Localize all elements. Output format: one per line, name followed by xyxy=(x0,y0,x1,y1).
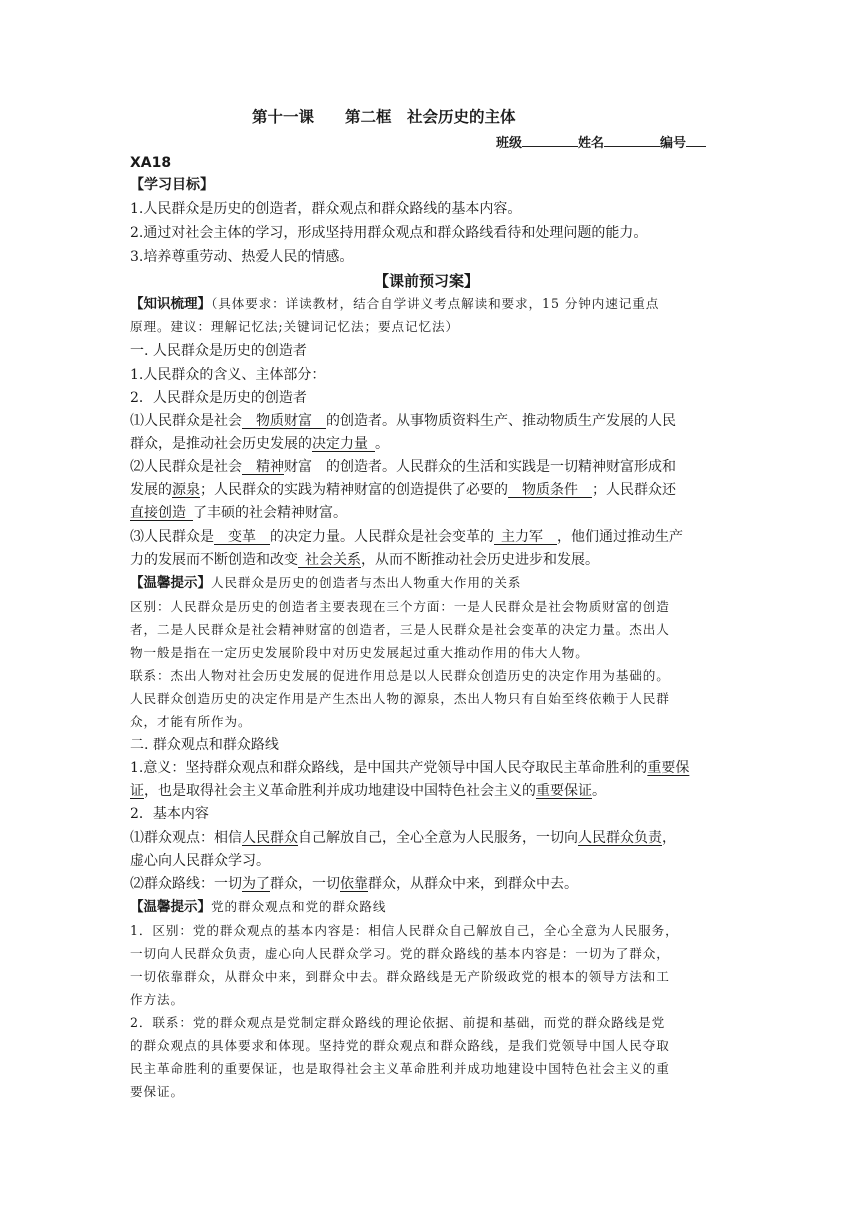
paragraph: ⑵群众路线：一切为了群众，一切依靠群众，从群众中来，到群众中去。 xyxy=(130,876,578,892)
paragraph: ⑶人民群众是 变革 的决定力量。人民群众是社会变革的 主力军 ，他们通过推动生产 xyxy=(130,529,683,545)
tip-text: 一切依靠群众，从群众中来，到群众中去。群众路线是无产阶级政党的根本的领导方法和工 xyxy=(130,969,670,984)
student-info-line xyxy=(496,132,706,155)
paragraph: ⑴群众观点：相信人民群众自己解放自己，全心全意为人民服务，一切向人民群众负责， xyxy=(130,830,676,846)
section-1-title: 一. 人民群众是历史的创造者 xyxy=(130,343,307,359)
paragraph: 虚心向人民群众学习。 xyxy=(130,853,270,869)
doc-code: XA18 xyxy=(130,155,172,171)
section-2-title: 二. 群众观点和群众路线 xyxy=(130,737,279,753)
paragraph: ⑴人民群众是社会 物质财富 的创造者。从事物质资料生产、推动物质生产发展的人民 xyxy=(130,413,676,429)
tip-text: 的群众观点的具体要求和体现。坚持党的群众观点和群众路线，是我们党领导中国人民夺取 xyxy=(130,1038,670,1053)
tip-title-line: 【温馨提示】人民群众是历史的创造者与杰出人物重大作用的关系 xyxy=(130,575,522,591)
filled-answer: 人民群众负责 xyxy=(578,830,662,846)
paragraph: 2．人民群众是历史的创造者 xyxy=(130,390,307,406)
knowledge-note-line: 【知识梳理】（具体要求：详读教材，结合自学讲义考点解读和要求，15 分钟内速记重点 xyxy=(130,296,660,312)
class-label: 班级 xyxy=(496,136,523,151)
filled-answer: 变革 xyxy=(228,529,256,545)
objective-item: 2.通过对社会主体的学习，形成坚持用群众观点和群众路线看待和处理问题的能力。 xyxy=(130,225,648,241)
paragraph: 力的发展而不断创造和改变 社会关系，从而不断推动社会历史进步和发展。 xyxy=(130,552,599,568)
filled-answer: 决定力量 xyxy=(312,436,368,452)
tip-text: 联系：杰出人物对社会历史发展的促进作用总是以人民群众创造历史的决定作用为基础的。 xyxy=(130,668,670,683)
tip-text: 区别：人民群众是历史的创造者主要表现在三个方面：一是人民群众是社会物质财富的创造 xyxy=(130,599,670,614)
filled-answer: 物质财富 xyxy=(256,413,312,429)
filled-answer: 源泉 xyxy=(172,482,200,498)
tip-text: 作方法。 xyxy=(130,992,184,1007)
tip-heading: 【温馨提示】 xyxy=(130,575,211,591)
tip-heading: 【温馨提示】 xyxy=(130,899,211,915)
tip-text: 民主革命胜利的重要保证，也是取得社会主义革命胜利并成功地建设中国特色社会主义的重 xyxy=(130,1061,670,1076)
paragraph: 发展的源泉；人民群众的实践为精神财富的创造提供了必要的 物质条件 ；人民群众还 xyxy=(130,482,676,498)
filled-answer: 依靠 xyxy=(340,876,368,892)
paragraph: 1.意义：坚持群众观点和群众路线，是中国共产党领导中国人民夺取民主革命胜利的重要保 xyxy=(130,760,690,776)
name-label: 姓名 xyxy=(578,136,605,151)
filled-answer: 直接创造 xyxy=(130,505,186,521)
filled-answer: 精神 xyxy=(256,459,284,475)
tip-text: 物一般是指在一定历史发展阶段中对历史发展起过重大推动作用的伟大人物。 xyxy=(130,645,589,660)
class-blank[interactable] xyxy=(522,132,578,147)
paragraph: 群众，是推动社会历史发展的决定力量 。 xyxy=(130,436,389,452)
number-label: 编号 xyxy=(660,136,687,151)
objectives-heading: 【学习目标】 xyxy=(130,177,214,193)
paragraph: ⑵人民群众是社会 精神财富 的创造者。人民群众的生活和实践是一切精神财富形成和 xyxy=(130,459,676,475)
filled-answer: 重要保证 xyxy=(536,783,592,799)
tip-text: 1．区别：党的群众观点的基本内容是：相信人民群众自己解放自己，全心全意为人民服务， xyxy=(130,923,679,938)
filled-answer: 主力军 xyxy=(501,529,543,545)
paragraph: 直接创造 了丰硕的社会精神财富。 xyxy=(130,505,347,521)
tip-text: 一切向人民群众负责，虚心向人民群众学习。党的群众路线的基本内容是：一切为了群众， xyxy=(130,946,670,961)
filled-answer: 重要保 xyxy=(647,760,690,776)
filled-answer: 人民群众 xyxy=(242,830,298,846)
tip-text: 要保证。 xyxy=(130,1084,184,1099)
preview-heading: 【课前预习案】 xyxy=(374,272,480,290)
filled-answer: 证 xyxy=(130,783,144,799)
paragraph: 1.人民群众的含义、主体部分： xyxy=(130,367,326,383)
name-blank[interactable] xyxy=(604,132,660,147)
knowledge-note-line: 原理。建议：理解记忆法;关键词记忆法；要点记忆法） xyxy=(130,319,459,334)
tip-text: 人民群众创造历史的决定作用是产生杰出人物的源泉，杰出人物只有自始至终依赖于人民群 xyxy=(130,691,670,706)
tip-title-line: 【温馨提示】党的群众观点和党的群众路线 xyxy=(130,899,387,915)
objective-item: 1.人民群众是历史的创造者，群众观点和群众路线的基本内容。 xyxy=(130,201,522,217)
objective-item: 3.培养尊重劳动、热爱人民的情感。 xyxy=(130,249,354,265)
page-title: 第十一课 第二框 社会历史的主体 xyxy=(252,108,516,126)
filled-answer: 物质条件 xyxy=(522,482,578,498)
knowledge-heading: 【知识梳理】 xyxy=(130,296,211,312)
tip-text: 众，才能有所作为。 xyxy=(130,714,252,729)
paragraph: 2．基本内容 xyxy=(130,806,209,822)
tip-text: 2．联系：党的群众观点是党制定群众路线的理论依据、前提和基础，而党的群众路线是党 xyxy=(130,1015,666,1030)
tip-text: 者，二是人民群众是社会精神财富的创造者，三是人民群众是社会变革的决定力量。杰出人 xyxy=(130,622,670,637)
number-blank[interactable] xyxy=(686,132,706,147)
filled-answer: 为了 xyxy=(242,876,270,892)
filled-answer: 社会关系 xyxy=(305,552,361,568)
paragraph: 证，也是取得社会主义革命胜利并成功地建设中国特色社会主义的重要保证。 xyxy=(130,783,606,799)
